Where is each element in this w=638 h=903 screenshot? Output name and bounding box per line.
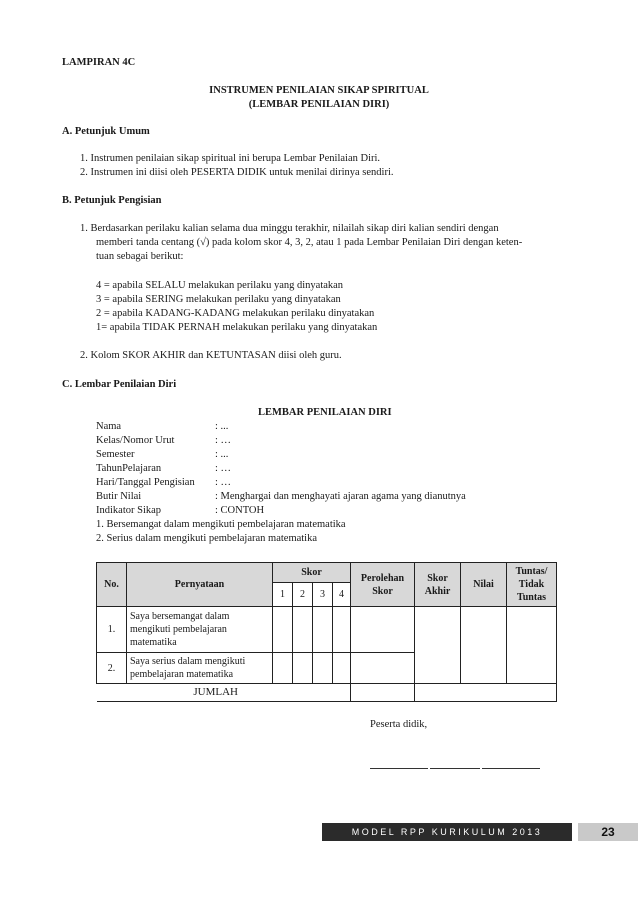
field-label-butir-nilai: Butir Nilai <box>96 491 142 502</box>
section-b-item-2: 2. Kolom SKOR AKHIR dan KETUNTASAN diisi oleh guru. <box>80 350 342 361</box>
section-b-item-1-line-1: 1. Berdasarkan perilaku kalian selama dua minggu terakhir, nilailah sikap diri kalian sendiri dengan <box>80 223 499 234</box>
row-1-statement-line-2: mengikuti pembelajaran <box>130 624 227 635</box>
tuntas-cell[interactable] <box>507 607 557 684</box>
jumlah-label: JUMLAH <box>97 684 351 702</box>
header-tuntas-line-2: Tidak <box>518 579 545 590</box>
jumlah-empty-cell <box>415 684 557 702</box>
section-b-item-1-line-2: memberi tanda centang (√) pada kolom skor 4, 3, 2, atau 1 pada Lembar Penilaian Diri dengan keten- <box>96 237 523 248</box>
row-2-score-4-cell[interactable] <box>333 653 351 684</box>
row-1-statement-line-3: matematika <box>130 637 177 648</box>
row-2-score-3-cell[interactable] <box>313 653 333 684</box>
row-1-statement-line-1: Saya bersemangat dalam <box>130 611 230 622</box>
scale-item-2: 2 = apabila KADANG-KADANG melakukan perilaku dinyatakan <box>96 308 375 319</box>
field-label-indikator: Indikator Sikap <box>96 505 162 516</box>
row-2-statement-line-1: Saya serius dalam mengikuti <box>130 656 246 667</box>
field-label-semester: Semester <box>96 449 135 460</box>
field-value-kelas: : … <box>215 435 232 446</box>
row-1-score-1-cell[interactable] <box>273 607 293 653</box>
scale-item-3: 3 = apabila SERING melakukan perilaku yang dinyatakan <box>96 294 341 305</box>
indicator-1: 1. Bersemangat dalam mengikuti pembelajaran matematika <box>96 519 346 530</box>
row-1-score-2-cell[interactable] <box>293 607 313 653</box>
footer-title: MODEL RPP KURIKULUM 2013 <box>322 823 572 841</box>
header-skor-2: 2 <box>293 583 313 607</box>
section-a-heading: A. Petunjuk Umum <box>62 126 150 137</box>
row-2-score-1-cell[interactable] <box>273 653 293 684</box>
header-perolehan-line-1: Perolehan <box>360 572 405 584</box>
field-value-semester: : ... <box>215 449 229 460</box>
field-value-nama: : ... <box>215 421 229 432</box>
header-tuntas <box>507 563 557 607</box>
header-skor-3: 3 <box>313 583 333 607</box>
row-2-no: 2. <box>97 653 127 684</box>
scale-item-4: 4 = apabila SELALU melakukan perilaku yang dinyatakan <box>96 280 344 291</box>
scale-item-1: 1= apabila TIDAK PERNAH melakukan perilaku yang dinyatakan <box>96 322 378 333</box>
skor-akhir-cell[interactable] <box>415 607 461 684</box>
nilai-cell[interactable] <box>461 607 507 684</box>
jumlah-perolehan-cell[interactable] <box>351 684 415 702</box>
field-label-tahun: TahunPelajaran <box>96 463 162 474</box>
row-1-no: 1. <box>97 607 127 653</box>
document-title: INSTRUMEN PENILAIAN SIKAP SPIRITUAL <box>209 85 429 96</box>
field-label-nama: Nama <box>96 421 122 432</box>
header-tuntas-line-3: Tuntas <box>516 592 547 603</box>
header-skor-akhir <box>415 563 461 607</box>
section-a-item-1: 1. Instrumen penilaian sikap spiritual ini berupa Lembar Penilaian Diri. <box>80 153 381 164</box>
section-a-item-2: 2. Instrumen ini diisi oleh PESERTA DIDIK untuk menilai dirinya sendiri. <box>80 167 394 178</box>
row-1-perolehan-cell[interactable] <box>351 607 415 653</box>
field-label-hari: Hari/Tanggal Pengisian <box>96 477 195 488</box>
header-no: No. <box>97 563 127 607</box>
row-2-statement-line-2: pembelajaran matematika <box>130 669 234 680</box>
signature-line-part-2[interactable] <box>430 768 480 769</box>
section-b-heading: B. Petunjuk Pengisian <box>62 195 162 206</box>
header-skor-akhir-line-2: Akhir <box>424 585 451 597</box>
row-2-statement <box>127 653 273 684</box>
field-value-indikator: : CONTOH <box>215 505 265 516</box>
header-skor-4: 4 <box>333 583 351 607</box>
signature-line-part-1[interactable] <box>370 768 428 769</box>
signature-label: Peserta didik, <box>370 719 428 730</box>
header-perolehan-line-2: Skor <box>372 585 393 597</box>
sheet-title: LEMBAR PENILAIAN DIRI <box>258 407 392 418</box>
page-number: 23 <box>578 823 638 841</box>
header-skor-1: 1 <box>273 583 293 607</box>
header-tuntas-line-1: Tuntas/ <box>515 566 548 577</box>
header-skor: Skor <box>273 563 351 583</box>
field-value-hari: : … <box>215 477 232 488</box>
signature-line-part-3[interactable] <box>482 768 540 769</box>
field-value-tahun: : … <box>215 463 232 474</box>
field-value-butir-nilai: : Menghargai dan menghayati ajaran agama yang dianutnya <box>215 491 466 502</box>
field-label-kelas: Kelas/Nomor Urut <box>96 435 175 446</box>
row-2-perolehan-cell[interactable] <box>351 653 415 684</box>
total-row <box>97 684 557 702</box>
row-1-score-3-cell[interactable] <box>313 607 333 653</box>
appendix-label: LAMPIRAN 4C <box>62 57 136 68</box>
table-row <box>97 607 557 653</box>
row-2-score-2-cell[interactable] <box>293 653 313 684</box>
assessment-table <box>96 562 557 702</box>
row-1-statement <box>127 607 273 653</box>
header-nilai: Nilai <box>461 563 507 607</box>
document-subtitle: (LEMBAR PENILAIAN DIRI) <box>248 99 390 110</box>
section-c-heading: C. Lembar Penilaian Diri <box>62 379 177 390</box>
section-b-item-1-line-3: tuan sebagai berikut: <box>96 251 184 262</box>
indicator-2: 2. Serius dalam mengikuti pembelajaran matematika <box>96 533 318 544</box>
header-pernyataan: Pernyataan <box>127 563 273 607</box>
header-skor-akhir-line-1: Skor <box>427 572 448 584</box>
row-1-score-4-cell[interactable] <box>333 607 351 653</box>
header-perolehan-skor <box>351 563 415 607</box>
